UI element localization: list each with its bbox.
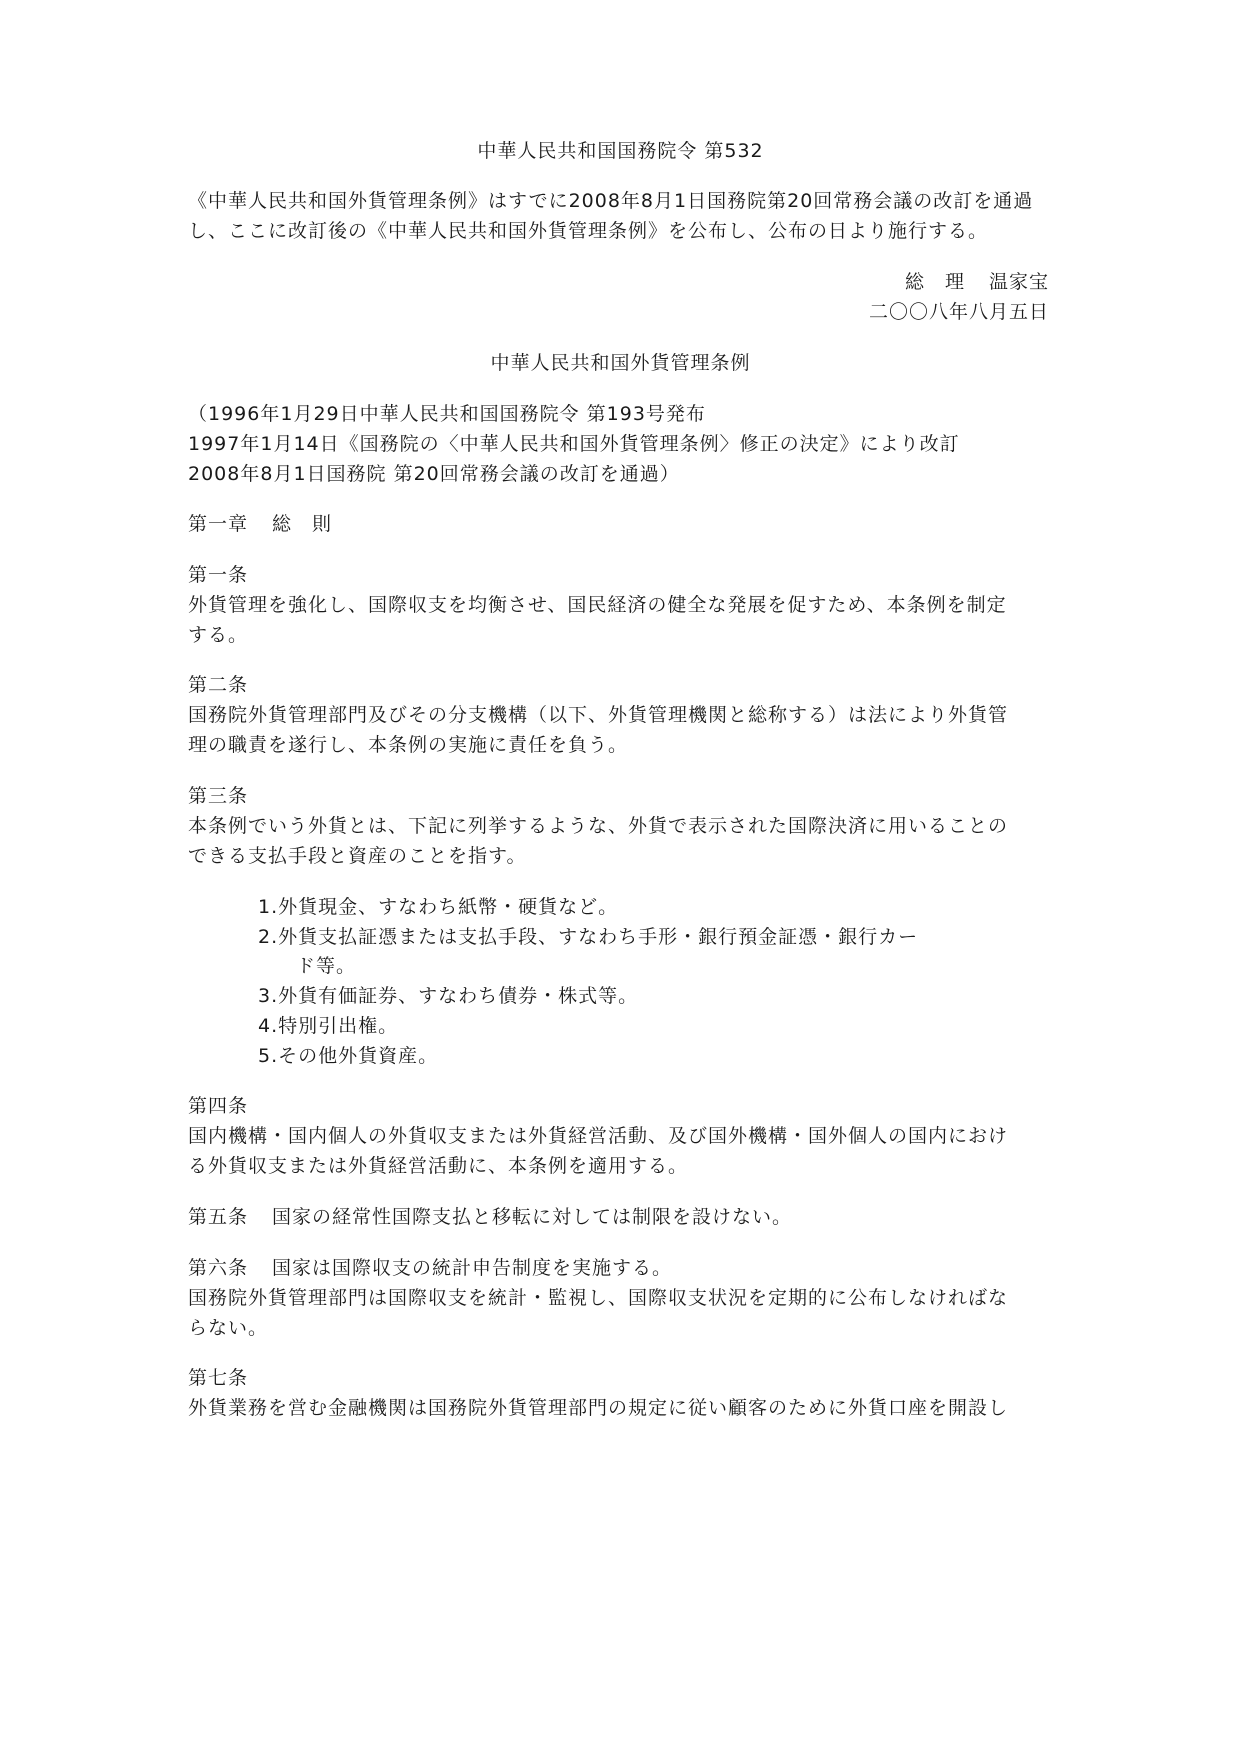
article-3-item-4: 4.特別引出権。 — [258, 1015, 399, 1037]
article-4-line-1: 国内機構・国内個人の外貨収支または外貨経営活動、及び国外機構・国外個人の国内におけ — [188, 1125, 1009, 1147]
article-6-heading: 第六条 — [188, 1257, 249, 1279]
article-7-line-1: 外貨業務を営む金融機関は国務院外貨管理部門の規定に従い顧客のために外貨口座を開設し — [188, 1397, 1009, 1419]
article-4-line-2: る外貨収支または外貨経営活動に、本条例を適用する。 — [188, 1155, 689, 1177]
article-6 — [188, 1253, 672, 1283]
decree-body-line-1: 《中華人民共和国外貨管理条例》はすでに2008年8月1日国務院第20回常務会議の改訂を通過 — [188, 190, 1034, 212]
article-3-line-2: できる支払手段と資産のことを指す。 — [188, 845, 527, 867]
article-3-item-2: 2.外貨支払証憑または支払手段、すなわち手形・銀行預金証憑・銀行カー — [258, 926, 919, 948]
article-3-item-5: 5.その他外貨資産。 — [258, 1045, 439, 1067]
signatory — [905, 267, 1049, 297]
article-4-heading: 第四条 — [188, 1095, 249, 1117]
article-6-text: 国家は国際収支の統計申告制度を実施する。 — [272, 1257, 673, 1279]
decree-date: 二〇〇八年八月五日 — [868, 301, 1049, 323]
article-6-line-1: 国務院外貨管理部門は国際収支を統計・監視し、国際収支状況を定期的に公布しなければな — [188, 1287, 1009, 1309]
article-2-heading: 第二条 — [188, 674, 249, 696]
article-6-line-2: らない。 — [188, 1317, 269, 1339]
article-2-line-2: 理の職責を遂行し、本条例の実施に責任を負う。 — [188, 734, 629, 756]
decree-body-line-2: し、ここに改訂後の《中華人民共和国外貨管理条例》を公布し、公布の日より施行する。 — [188, 220, 989, 242]
chapter-label: 第一章 — [188, 513, 249, 535]
regulation-title: 中華人民共和国外貨管理条例 — [490, 352, 751, 374]
article-1-line-1: 外貨管理を強化し、国際収支を均衡させ、国民経済の健全な発展を促すため、本条例を制定 — [188, 594, 1007, 616]
history-line-3: 2008年8月1日国務院 第20回常務会議の改訂を通過） — [188, 463, 680, 485]
article-2-line-1: 国務院外貨管理部門及びその分支機構（以下、外貨管理機関と総称する）は法により外貨管 — [188, 704, 1009, 726]
signatory-name: 温家宝 — [988, 271, 1049, 293]
chapter-heading — [188, 509, 332, 539]
article-7-heading: 第七条 — [188, 1367, 249, 1389]
article-5-heading: 第五条 — [188, 1206, 249, 1228]
article-3-item-3: 3.外貨有価証券、すなわち債券・株式等。 — [258, 985, 639, 1007]
article-3-line-1: 本条例でいう外貨とは、下記に列挙するような、外貨で表示された国際決済に用いることの — [188, 815, 1009, 837]
article-1-line-2: する。 — [188, 624, 249, 646]
decree-title: 中華人民共和国国務院令 第532 — [477, 140, 764, 162]
article-3-item-1: 1.外貨現金、すなわち紙幣・硬貨など。 — [258, 896, 619, 918]
chapter-title: 総 則 — [272, 513, 333, 535]
article-5 — [188, 1202, 792, 1232]
article-5-text: 国家の経常性国際支払と移転に対しては制限を設けない。 — [272, 1206, 793, 1228]
article-3-item-2-continued: ド等。 — [296, 955, 357, 977]
article-3-heading: 第三条 — [188, 785, 249, 807]
signatory-title: 総 理 — [904, 271, 965, 293]
history-line-2: 1997年1月14日《国務院の〈中華人民共和国外貨管理条例〉修正の決定》により改訂 — [188, 433, 960, 455]
article-1-heading: 第一条 — [188, 564, 249, 586]
history-line-1: （1996年1月29日中華人民共和国国務院令 第193号発布 — [188, 403, 706, 425]
